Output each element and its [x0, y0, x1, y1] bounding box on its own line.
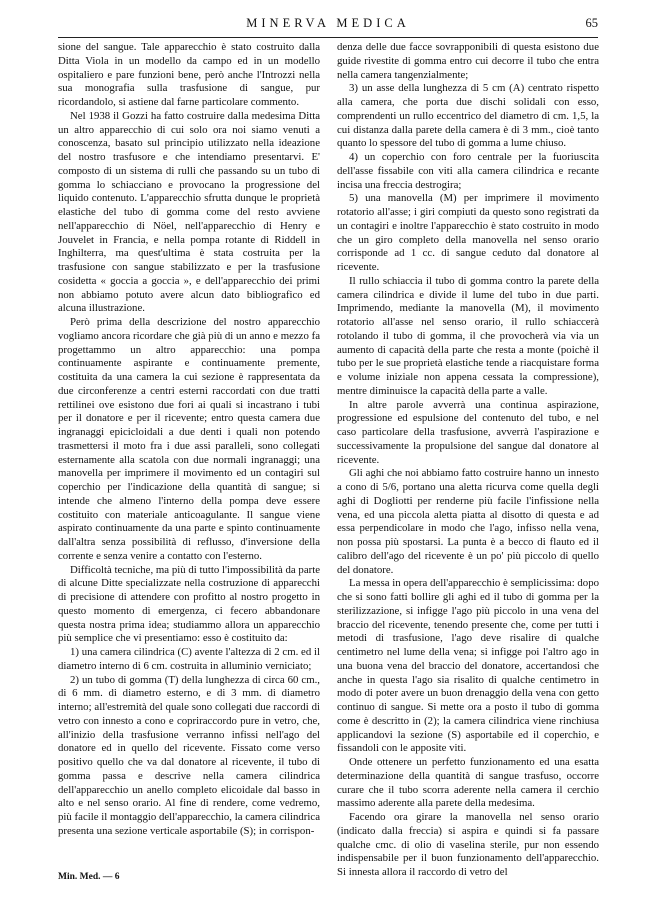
header-rule: [58, 37, 598, 38]
paragraph: Il rullo schiaccia il tubo di gomma contro la parete della camera cilindrica e divide il lume del tubo in due parti. Imprimendo, mediante la manovella (M), il movimento rotatorio all'asse nel senso orario, il rullo schiaccerà rotolando il tubo di gomma, il che provocherà via via un aumento di capacità della parte che resta a monte (poichè il tubo per le sue proprietà elastiche tende a riacquistare forma e volume iniziale non appena cessata la compressione), mentre diminuisce la capacità della parte a valle.: [337, 274, 599, 397]
paragraph: sione del sangue. Tale apparecchio è stato costruito dalla Ditta Viola in un modello da campo ed in un modello ospitaliero e pare funzioni bene, però anche l'Introzzi nella sua monografia sulla trasfusione di sangue, pur ricordandolo, si astiene dal farne particolare commento.: [58, 41, 320, 108]
paragraph: Gli aghi che noi abbiamo fatto costruire hanno un innesto a cono di 5/6, portano una aletta ricurva come quella degli aghi di Dogliotti per renderne più facile l'infissione nella vena, ed una piccola aletta piatta al disotto di questa e ad essa perpendicolare in modo che l'ago, infisso nella vena, non possa più spostarsi. La punta è a becco di flauto ed il calibro dell'ago del ricevente è un po' più piccolo di quello del donatore.: [337, 467, 599, 576]
list-item: 2) un tubo di gomma (T) della lunghezza di circa 60 cm., di 6 mm. di diametro esterno, e di 3 mm. di diametro interno; all'estremità del quale sono collegati due raccordi di vetro con innesto a cono e copriraccordo pure in vetro, che, all'inizio della trasfusione verranno infissi nell'ago del donatore ed in quello del ricevente. Fissato come verso positivo quello che va dal donatore al ricevente, il tubo di gomma passa e descrive nella camera cilindrica dell'apparecchio un anello completo elicoidale dal basso in alto e nel senso orario. Al fine di rendere, come vedremo, più facile il montaggio dell'apparecchio, la camera cilindrica presenta una sezione verticale asportabile (S); in corrispon-: [58, 673, 320, 837]
paragraph: In altre parole avverrà una continua aspirazione, progressione ed espulsione del contenuto del tubo, e nel caso particolare della trasfusione, avverrà l'aspirazione e successivamente la propulsione del sangue dal donatore al ricevente.: [337, 398, 599, 466]
left-column: [58, 41, 320, 871]
paragraph: denza delle due facce sovrapponibili di questa esistono due guide rivestite di gomma entro cui decorre il tubo che entra nella camera tangenzialmente;: [337, 41, 599, 81]
page-number: 65: [585, 16, 598, 30]
paragraph: Onde ottenere un perfetto funzionamento ed una esatta determinazione della quantità di sangue trasfuso, occorre curare che il tubo scorra aderente nella camera il cerchio massimo aderente alla parete della medesima.: [337, 756, 599, 810]
list-item: 3) un asse della lunghezza di 5 cm (A) centrato rispetto alla camera, che porta due dischi solidali con esso, comprendenti un rullo eccentrico del diametro di cm. 1,5, la cui distanza dalla parete della camera è di 3 mm., cioè tanto quanto lo spessore del tubo di gomma a lume chiuso.: [337, 82, 599, 150]
running-header: [58, 14, 598, 34]
paragraph: Nel 1938 il Gozzi ha fatto costruire dalla medesima Ditta un altro apparecchio di cui solo ora noi siamo venuti a conoscenza, basato sul principio utilizzato nella ideazione del nostro trasfusore e che intendiamo presentarvi. E' composto di un sistema di rulli che passando su un tubo di gomma lo schiacciano e provocano la progressione del liquido contenuto. L'apparecchio sfrutta dunque le proprietà elastiche del tubo di gomma come del resto avviene nell'apparecchio di Nöel, nell'apparecchio di Henry e Jouvelet in Francia, e nella pompa rotante di Riddell in Inghilterra, ma quest'ultima è stata costruita per la trasfusione con sangue stabilizzato e per la trasfusione cosidetta « goccia a goccia », e dell'apparecchio dei primi non abbiamo potuto avere alcun dato bibliografico ed alcuna illustrazione.: [58, 109, 320, 315]
footer-signature: Min. Med. — 6: [58, 872, 120, 882]
journal-title: MINERVA MEDICA: [246, 16, 410, 30]
paragraph: Facendo ora girare la manovella nel senso orario (indicato dalla freccia) si aspira e quindi si fa passare qualche cmc. di olio di vaselina sterile, pur non essendo indispensabile per il buon funzionamento dell'apparecchio. Si innesta allora il raccordo di vetro del: [337, 811, 599, 878]
list-item: 5) una manovella (M) per imprimere il movimento rotatorio all'asse; i giri compiuti da questo sono registrati da un contagiri e inoltre l'apparecchio è stato costruito in modo che un giro completo della manovella nel senso orario corrisponde ad 1 cc. di sangue ceduto dal donatore al ricevente.: [337, 192, 599, 273]
paragraph: La messa in opera dell'apparecchio è semplicissima: dopo che si sono fatti bollire gli aghi ed il tubo di gomma per la sterilizzazione, si infigge l'ago più piccolo in una vena del braccio del ricevente, tenendo presente che, come per tutti i metodi di trasfusione, l'ago deve risalire di qualche centimetro nel lume della vena; si infigge poi l'altro ago in una buona vena del braccio del donatore, accertandosi che anche in questa l'ago sia risalito di qualche centimetro in modo di poter avere un buon drenaggio della vena con getto continuo di sangue. Si mette ora a posto il tubo di gomma come è descritto in (2); la camera cilindrica viene rinchiusa applicandovi la sezione (S) asportabile ed il coperchio, e fissandoli con le apposite viti.: [337, 577, 599, 755]
list-item: 4) un coperchio con foro centrale per la fuoriuscita dell'asse fissabile con viti alla camera cilindrica e recante incisa una freccia destrogira;: [337, 151, 599, 191]
list-item: 1) una camera cilindrica (C) avente l'altezza di 2 cm. ed il diametro interno di 6 cm. costruita in alluminio verniciato;: [58, 646, 320, 672]
paragraph: Però prima della descrizione del nostro apparecchio vogliamo ancora ricordare che già più di un anno e mezzo fa progettammo un altro apparecchio: una pompa continuamente aspirante e continuamente premente, costituita da una camera la cui sezione è rappresentata da due circonferenze a centri esterni raccordati con due tratti rettilinei ove esistono due fori ai quali si incastrano i tubi per il donatore e per il ricevente; entro questa camera due ingranaggi epicicloidali a due denti i quali non potendo trasmettersi il moto fra i due assi paralleli, sono collegati esternamente alla scatola con due normali ingranaggi; una manovella per imprimere il movimento ed un contagiri sul coperchio per l'indicazione della quantità di sangue; si intende che almeno l'interno della pompa deve essere costituito con materiale anticoagulante. Il sangue viene aspirato continuamente da una parte e spinto continuamente dall'altra senza possibilità di reflusso, d'inversione della corrente e senza venire a contatto con l'esterno.: [58, 316, 320, 562]
right-column: [337, 41, 599, 878]
paragraph: Difficoltà tecniche, ma più di tutto l'impossibilità da parte di alcune Ditte specializzate nella costruzione di apparecchi di precisione di attendere con profitto al nostro progetto in questo momento di emergenza, ci fecero abbandonare questa nostra prima idea; studiammo allora un apparecchio più semplice che vi presentiamo: esso è costituito da:: [58, 563, 320, 645]
